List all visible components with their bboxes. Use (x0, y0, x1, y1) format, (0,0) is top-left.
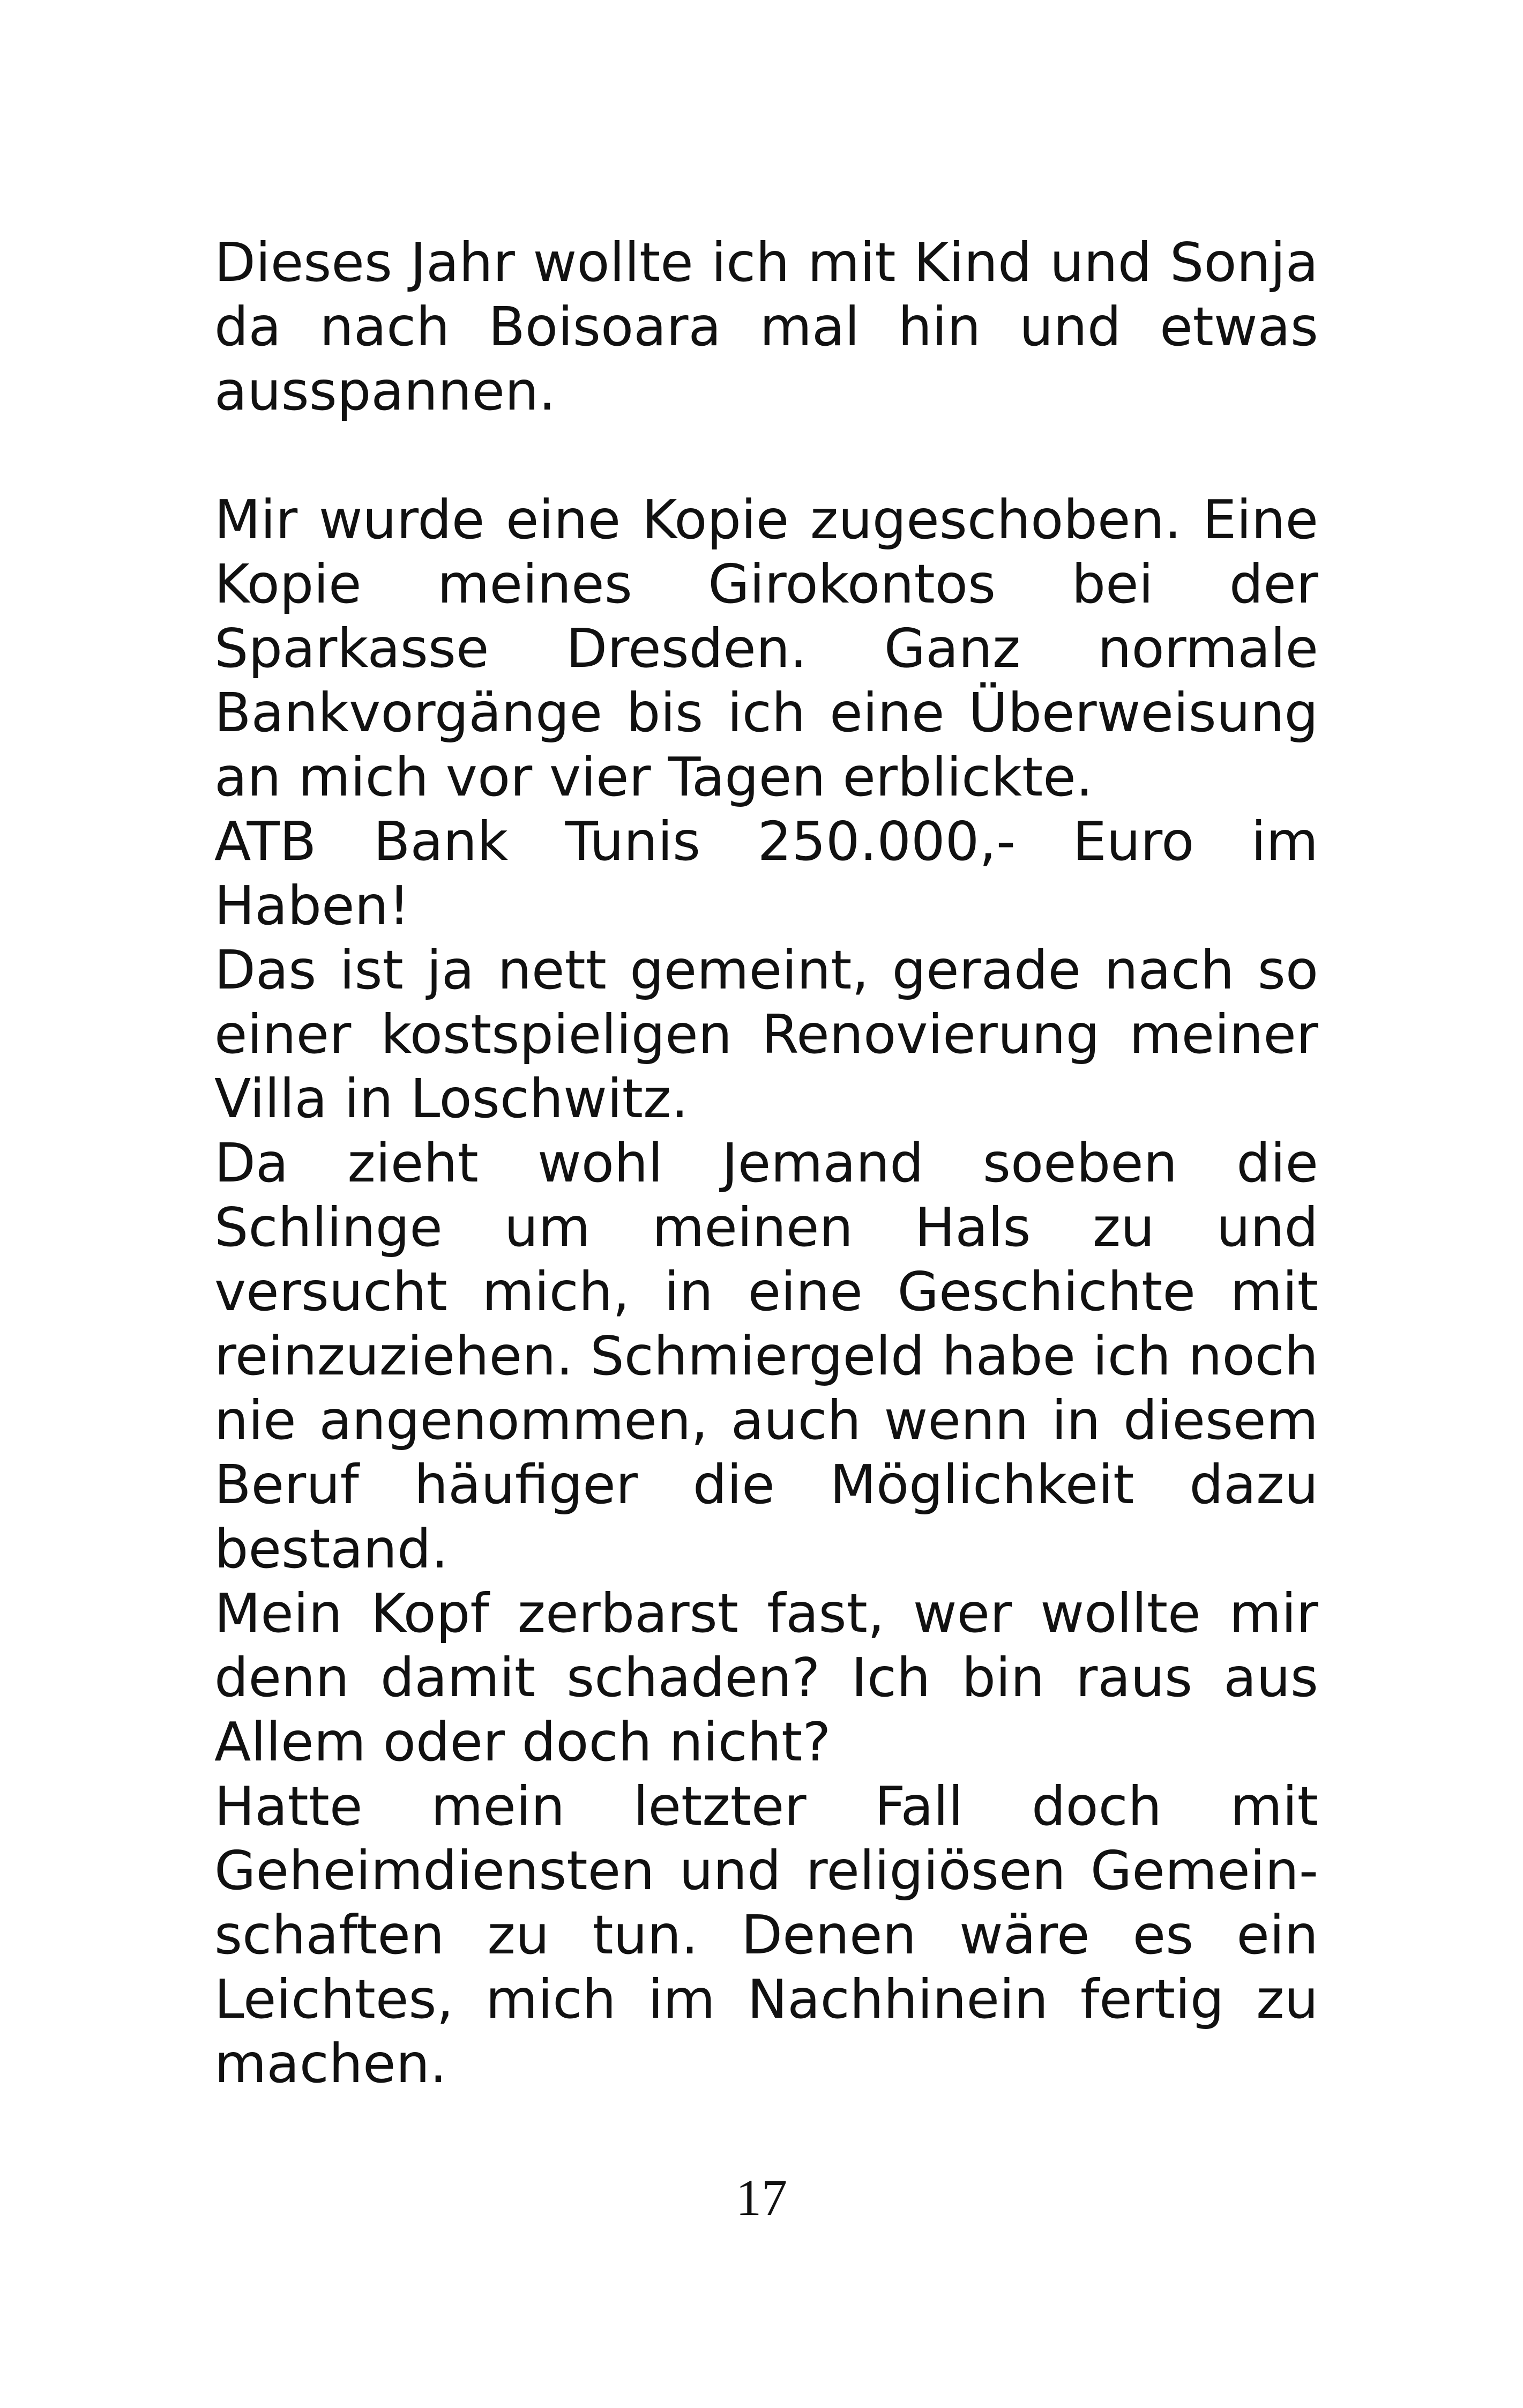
paragraph-1: Dieses Jahr wollte ich mit Kind und Sonja da nach Boisoara mal hin und etwas ausspannen. (214, 231, 1318, 422)
body-text (214, 231, 1318, 2096)
paragraph-7: Hatte mein letzter Fall doch mit Geheimdiensten und religiösen Gemeinschaften zu tun. Denen wäre es ein Leichtes, mich im Nachhinein fertig zu machen. (214, 1775, 1318, 2095)
page-number: 17 (736, 2169, 787, 2226)
paragraph-gap (214, 423, 1318, 488)
paragraph-3: ATB Bank Tunis 250.000,- Euro im Haben! (214, 810, 1318, 937)
paragraph-4: Das ist ja nett gemeint, gerade nach so einer kostspieligen Renovierung meiner Villa in Loschwitz. (214, 939, 1318, 1130)
paragraph-6: Mein Kopf zerbarst fast, wer wollte mir denn damit schaden? Ich bin raus aus Allem oder doch nicht? (214, 1582, 1318, 1773)
paragraph-2: Mir wurde eine Kopie zugeschoben. Eine Kopie meines Girokontos bei der Sparkasse Dresden. Ganz normale Bankvorgänge bis ich eine Überweisung an mich vor vier Tagen erblickte. (214, 488, 1318, 808)
paragraph-5: Da zieht wohl Jemand soeben die Schlinge um meinen Hals zu und versucht mich, in eine Geschichte mit reinzuziehen. Schmiergeld habe ich noch nie angenommen, auch wenn in diesem Beruf häufiger die Möglichkeit dazu bestand. (214, 1132, 1318, 1580)
